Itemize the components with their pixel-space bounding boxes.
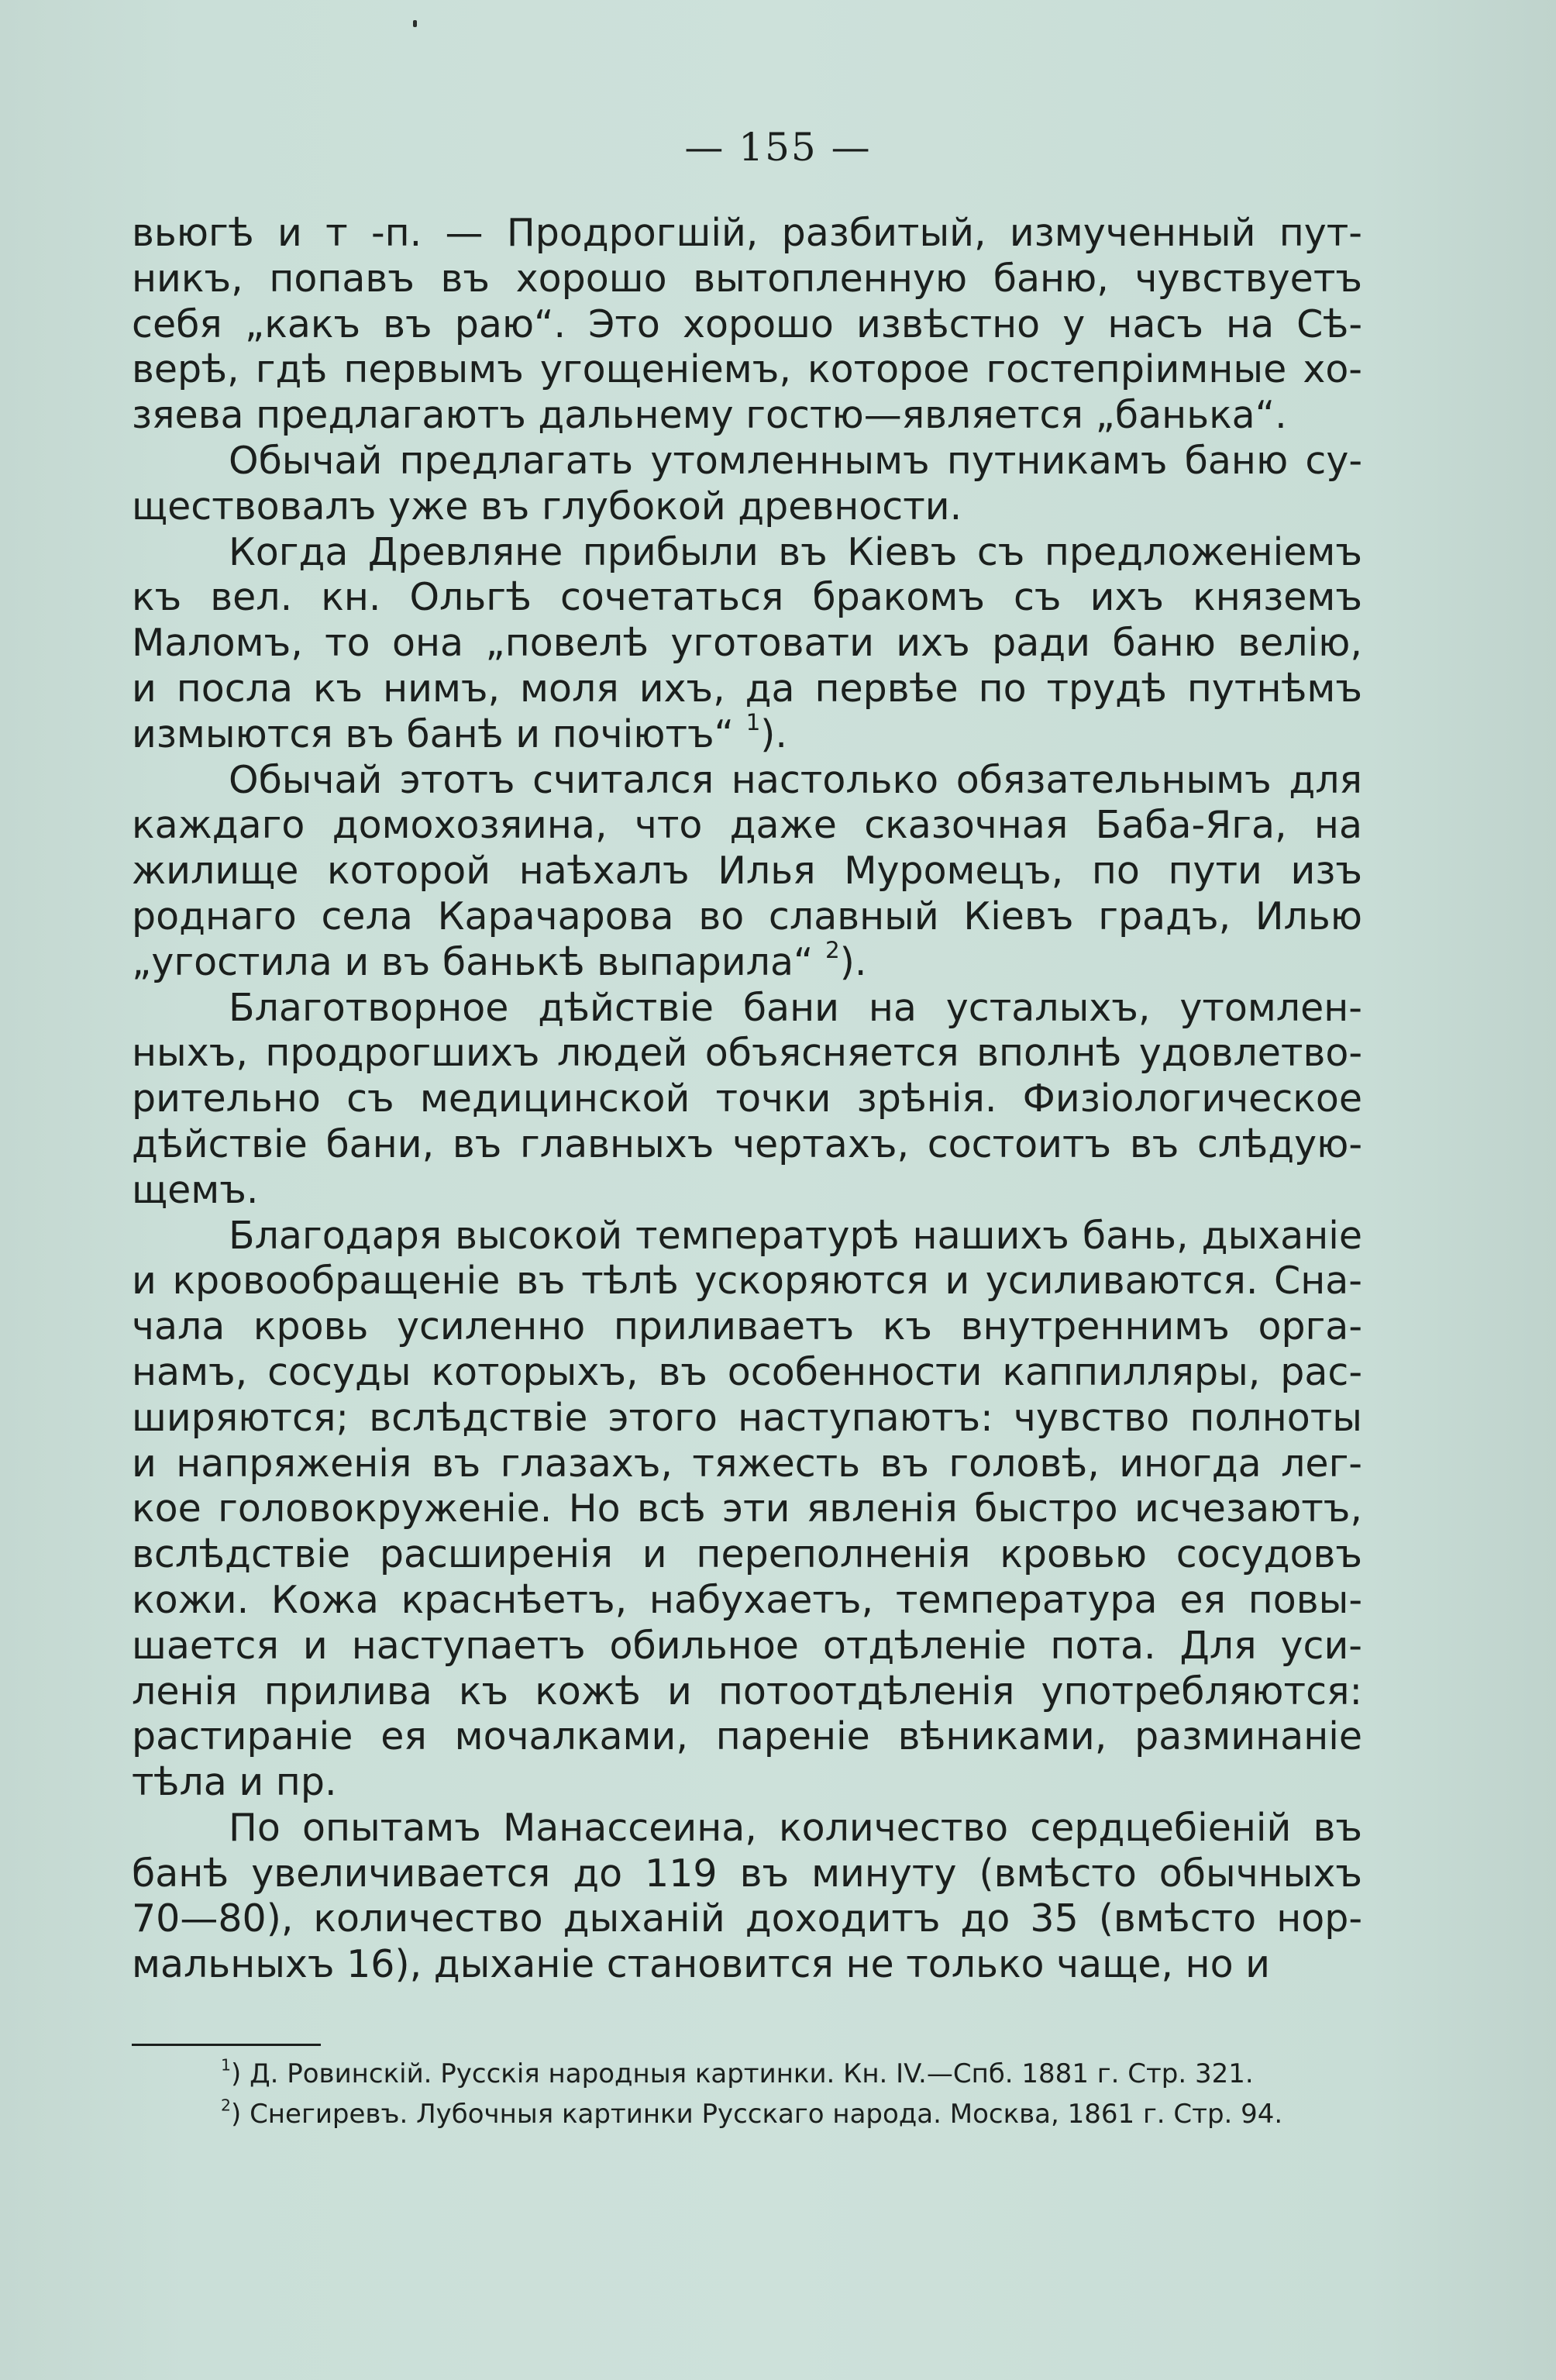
text-line — [132, 803, 1362, 849]
text-line — [132, 347, 1362, 393]
line-text: ленія прилива къ кожѣ и потоотдѣленія употребляются: — [132, 1669, 1362, 1714]
text-line — [132, 393, 1362, 439]
footnote-ref-tail: ). — [760, 711, 787, 756]
text-line — [132, 211, 1362, 257]
text-line — [132, 1624, 1362, 1669]
footnote-text: Д. Ровинскій. Русскія народныя картинки. Кн. IV.—Спб. 1881 г. Стр. 321. — [250, 2058, 1254, 2089]
paragraph — [132, 1214, 1362, 1806]
paragraph — [132, 211, 1362, 439]
paragraph-text — [132, 986, 1362, 1214]
line-text: вьюгѣ и т -п. — Продрогшій, разбитый, измученный пут- — [132, 211, 1362, 255]
text-line — [132, 439, 1362, 484]
line-text: никъ, попавъ въ хорошо вытопленную баню, чувствуетъ — [132, 256, 1362, 301]
line-text: и напряженія въ глазахъ, тяжесть въ головѣ, иногда лег- — [132, 1441, 1362, 1486]
text-line — [132, 1076, 1362, 1122]
text-line — [132, 484, 1362, 530]
text-line — [132, 302, 1362, 348]
text-line — [132, 758, 1362, 804]
paragraph-text — [132, 439, 1362, 530]
footnote-mark: 1 — [221, 2055, 231, 2075]
line-text: вслѣдствіе расширенія и переполненія кровью сосудовъ — [132, 1532, 1362, 1577]
paragraph-text — [132, 758, 1362, 986]
text-line — [132, 1441, 1362, 1487]
page-number: — 155 — — [684, 125, 872, 170]
line-text: роднаго села Карачарова во славный Кіевъ градъ, Илью — [132, 894, 1362, 939]
line-text: ществовалъ уже въ глубокой древности. — [132, 484, 962, 529]
footnote: $^1$) Д. Ровинскій. Русскія народныя картинки. Кн. IV.—Спб. 1881 г. Стр. 321. — [221, 2055, 1254, 2089]
text-line — [132, 1806, 1362, 1851]
paragraph — [132, 758, 1362, 986]
text-line — [132, 894, 1362, 940]
line-text: Благодаря высокой температурѣ нашихъ бань, дыханіе — [229, 1213, 1362, 1258]
line-text: шается и наступаетъ обильное отдѣленіе пота. Для уси- — [132, 1623, 1362, 1668]
line-text: чала кровь усиленно приливаетъ къ внутреннимъ орга- — [132, 1304, 1362, 1349]
line-text: щемъ. — [132, 1167, 259, 1212]
text-line — [132, 708, 1362, 758]
line-text: рительно съ медицинской точки зрѣнія. Физіологическое — [132, 1076, 1362, 1121]
line-text: каждаго домохозяина, что даже сказочная Баба-Яга, на — [132, 803, 1362, 848]
line-text: верѣ, гдѣ первымъ угощеніемъ, которое гостепріимные хо- — [132, 347, 1362, 392]
text-line — [132, 575, 1362, 621]
line-text: По опытамъ Манассеина, количество сердцебіеній въ — [229, 1805, 1362, 1850]
text-line — [132, 1896, 1362, 1942]
line-text: Благотворное дѣйствіе бани на усталыхъ, утомлен- — [229, 985, 1362, 1030]
line-text: кожи. Кожа краснѣетъ, набухаетъ, температура ея повы- — [132, 1577, 1362, 1622]
line-text: растираніе ея мочалками, пареніе вѣниками, разминаніе — [132, 1714, 1362, 1759]
text-line — [132, 1532, 1362, 1578]
text-line — [132, 1396, 1362, 1441]
text-line — [132, 1122, 1362, 1168]
text-line — [132, 257, 1362, 302]
paragraph-text — [132, 211, 1362, 439]
footnote-ref: 1 — [745, 708, 761, 735]
paragraph-text — [132, 1806, 1362, 1988]
text-line — [132, 936, 1362, 986]
footnote-text: Снегиревъ. Лубочныя картинки Русскаго народа. Москва, 1861 г. Стр. 94. — [250, 2099, 1283, 2130]
text-line — [132, 1851, 1362, 1897]
text-line — [132, 621, 1362, 666]
footnote-rule — [132, 2044, 321, 2046]
text-line — [132, 1259, 1362, 1304]
text-line — [132, 1760, 1362, 1806]
paragraph — [132, 1806, 1362, 1988]
line-text: ныхъ, продрогшихъ людей объясняется вполнѣ удовлетво- — [132, 1031, 1362, 1076]
line-text: тѣла и пр. — [132, 1760, 337, 1805]
text-line — [132, 1031, 1362, 1076]
text-line — [132, 530, 1362, 576]
footnote-ref-tail: ). — [839, 939, 867, 984]
print-speck — [413, 20, 417, 27]
line-text: къ вел. кн. Ольгѣ сочетаться бракомъ съ ихъ княземъ — [132, 575, 1362, 620]
text-line — [132, 1214, 1362, 1259]
text-line — [132, 1304, 1362, 1350]
text-line — [132, 1942, 1362, 1988]
text-line — [132, 666, 1362, 712]
paragraph — [132, 986, 1362, 1214]
paragraph-text — [132, 530, 1362, 758]
text-line — [132, 1578, 1362, 1624]
paragraph — [132, 439, 1362, 530]
line-text: Когда Древляне прибыли въ Кіевъ съ предложеніемъ — [229, 529, 1362, 574]
footnotes — [221, 2054, 1383, 2134]
footnote: $^2$) Снегиревъ. Лубочныя картинки Русскаго народа. Москва, 1861 г. Стр. 94. — [221, 2096, 1283, 2130]
text-line — [132, 1350, 1362, 1396]
line-text: себя „какъ въ раю“. Это хорошо извѣстно у насъ на Сѣ- — [132, 301, 1362, 346]
line-text: „угостила и въ банькѣ выпарила“ — [132, 939, 814, 984]
line-text: намъ, сосуды которыхъ, въ особенности каппилляры, рас- — [132, 1349, 1362, 1394]
body-text — [132, 211, 1362, 1988]
text-line — [132, 1486, 1362, 1532]
line-text: измыются въ банѣ и почіютъ“ — [132, 711, 734, 756]
line-text: и посла къ нимъ, моля ихъ, да первѣе по трудѣ путнѣмъ — [132, 666, 1362, 711]
line-text: зяева предлагаютъ дальнему гостю—является „банька“. — [132, 393, 1287, 438]
line-text: Обычай предлагать утомленнымъ путникамъ баню су- — [229, 438, 1362, 483]
line-text: жилище которой наѣхалъ Илья Муромецъ, по пути изъ — [132, 849, 1362, 894]
line-text: Маломъ, то она „повелѣ уготовати ихъ ради баню велію, — [132, 621, 1362, 666]
line-text: и кровообращеніе въ тѣлѣ ускоряются и усиливаются. Сна- — [132, 1259, 1362, 1304]
paragraph-text — [132, 1214, 1362, 1806]
text-line — [132, 849, 1362, 894]
line-text: дѣйствіе бани, въ главныхъ чертахъ, состоитъ въ слѣдую- — [132, 1121, 1362, 1166]
text-line — [132, 986, 1362, 1032]
text-line — [132, 1168, 1362, 1214]
text-line — [132, 1669, 1362, 1715]
line-text: мальныхъ 16), дыханіе становится не только чаще, но и — [132, 1942, 1270, 1987]
paragraph — [132, 530, 1362, 758]
footnote-ref: 2 — [825, 936, 840, 963]
line-text: банѣ увеличивается до 119 въ минуту (вмѣсто обычныхъ — [132, 1851, 1362, 1896]
line-text: кое головокруженіе. Но всѣ эти явленія быстро исчезаютъ, — [132, 1486, 1362, 1531]
text-line — [132, 1714, 1362, 1760]
footnote-mark: 2 — [221, 2096, 231, 2115]
line-text: Обычай этотъ считался настолько обязательнымъ для — [229, 757, 1362, 802]
line-text: ширяются; вслѣдствіе этого наступаютъ: чувство полноты — [132, 1395, 1362, 1440]
line-text: 70—80), количество дыханій доходитъ до 35 (вмѣсто нор- — [132, 1896, 1362, 1941]
